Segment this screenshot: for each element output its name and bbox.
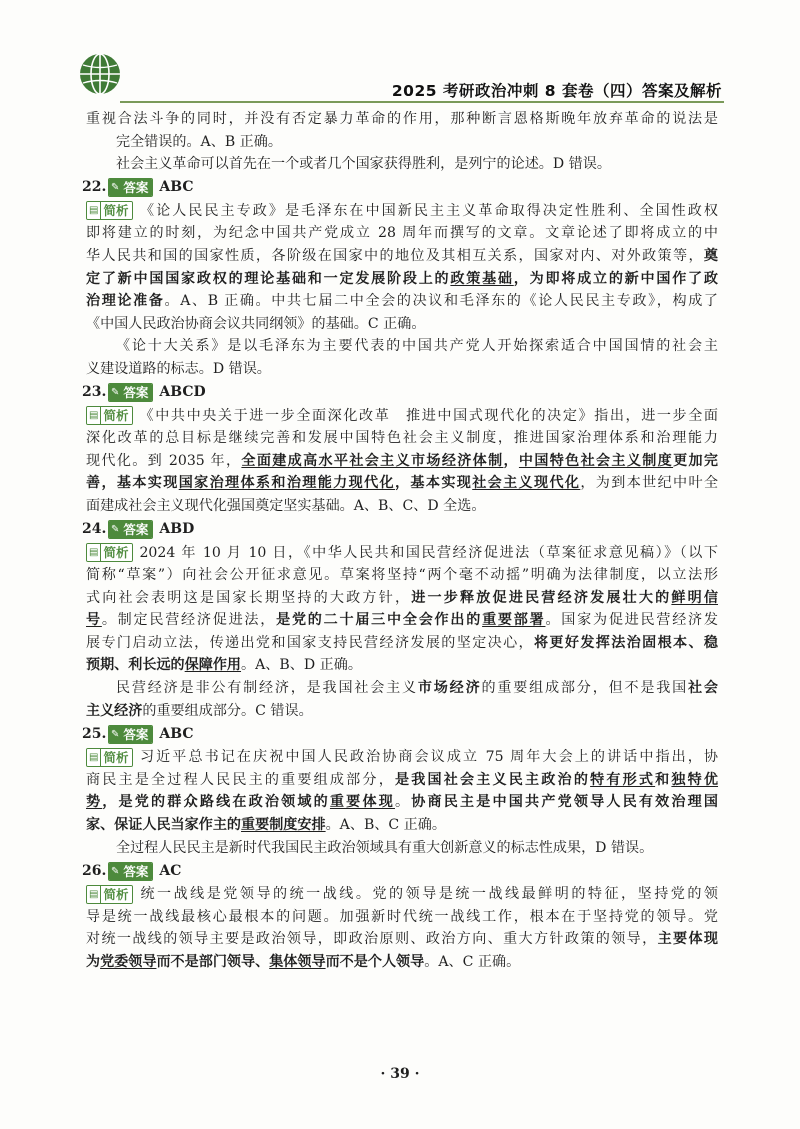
answer-content bbox=[82, 108, 719, 974]
text-line: 完全错误的。A、B 正确。 bbox=[116, 133, 282, 150]
text-line: 善，基本实现国家治理体系和治理能力现代化，基本实现社会主义现代化，为到本世纪中叶全 bbox=[86, 475, 719, 492]
text-line: 民营经济是非公有制经济，是我国社会主义市场经济的重要组成部分，但不是我国社会 bbox=[116, 680, 719, 697]
text-line: ▤ 简析 2024 年 10 月 10 日，《中华人民共和国民营经济促进法（草案征求意见稿）》（以下 bbox=[86, 542, 718, 565]
answer-tag: ✎ 答案 bbox=[108, 520, 153, 539]
globe-icon bbox=[78, 52, 122, 96]
text-line: 式向社会表明这是国家长期坚持的大政方针，进一步释放促进民营经济发展壮大的鲜明信 bbox=[86, 589, 719, 606]
analysis-tag: ▤ 简析 bbox=[86, 201, 133, 220]
text-line: 全过程人民民主是新时代我国民主政治领域具有重大创新意义的标志性成果，D 错误。 bbox=[116, 839, 654, 856]
text-line: 定了新中国国家政权的理论基础和一定发展阶段上的政策基础，为即将成立的新中国作了政 bbox=[86, 270, 718, 287]
page-number: · 39 · bbox=[380, 1066, 420, 1082]
text-line: 深化改革的总目标是继续完善和发展中国特色社会主义制度，推进国家治理体系和治理能力 bbox=[86, 430, 718, 447]
book-icon: ▤ bbox=[87, 749, 101, 766]
text-line: 家、保证人民当家作主的重要制度安排。A、B、C 正确。 bbox=[86, 817, 446, 834]
pencil-icon: ✎ bbox=[109, 863, 121, 880]
book-icon: ▤ bbox=[87, 544, 101, 561]
answer-value: ABCD bbox=[159, 384, 206, 401]
text-line: 现代化。到 2035 年，全面建成高水平社会主义市场经济体制，中国特色社会主义制度更加完 bbox=[86, 452, 719, 469]
answer-tag: ✎ 答案 bbox=[108, 383, 153, 402]
answer-value: ABD bbox=[159, 521, 195, 538]
text-line: 华人民共和国的国家性质，各阶级在国家中的地位及其相互关系，国家对内、对外政策等，奠 bbox=[86, 247, 718, 264]
question-header bbox=[82, 518, 718, 542]
analysis-tag: ▤ 简析 bbox=[86, 406, 133, 425]
question-number: 24. bbox=[82, 521, 107, 538]
text-line: ▤ 简析 《中共中央关于进一步全面深化改革 推进中国式现代化的决定》指出，进一步全面 bbox=[86, 405, 718, 428]
text-line: ▤ 简析 《论人民民主专政》是毛泽东在中国新民主主义革命取得决定性胜利、全国性政权 bbox=[86, 200, 718, 223]
question-header bbox=[82, 176, 718, 200]
answer-value: ABC bbox=[159, 725, 194, 742]
answer-tag: ✎ 答案 bbox=[108, 178, 153, 197]
question-header bbox=[82, 381, 718, 405]
question-number: 22. bbox=[82, 179, 107, 196]
answer-value: AC bbox=[159, 862, 182, 879]
text-line: 导是统一战线最核心最根本的问题。加强新时代统一战线工作，根本在于坚持党的领导。党 bbox=[86, 908, 718, 925]
question-number: 23. bbox=[82, 384, 107, 401]
analysis-tag: ▤ 简析 bbox=[86, 885, 133, 904]
text-line: ▤ 简析 习近平总书记在庆祝中国人民政治协商会议成立 75 周年大会上的讲话中指出，协 bbox=[86, 746, 718, 769]
book-icon: ▤ bbox=[87, 886, 101, 903]
analysis-tag: ▤ 简析 bbox=[86, 543, 133, 562]
text-line: ▤ 简析 统一战线是党领导的统一战线。党的领导是统一战线最鲜明的特征，坚持党的领 bbox=[86, 883, 718, 906]
book-icon: ▤ bbox=[87, 202, 101, 219]
text-line: 治理论准备。A、B 正确。中共七届二中全会的决议和毛泽东的《论人民民主专政》，构成了 bbox=[86, 293, 718, 310]
question-number: 25. bbox=[82, 725, 107, 742]
text-line: 《中国人民政治协商会议共同纲领》的基础。C 正确。 bbox=[86, 315, 426, 332]
text-line: 为党委领导而不是部门领导、集体领导而不是个人领导。A、C 正确。 bbox=[86, 954, 521, 970]
text-line: 社会主义革命可以首先在一个或者几个国家获得胜利，是列宁的论述。D 错误。 bbox=[116, 156, 611, 173]
text-line: 号。制定民营经济促进法，是党的二十届三中全会作出的重要部署。国家为促进民营经济发 bbox=[86, 612, 718, 629]
answer-tag: ✎ 答案 bbox=[108, 862, 153, 881]
pencil-icon: ✎ bbox=[109, 384, 121, 401]
header-rule bbox=[120, 101, 724, 103]
text-line: 面建成社会主义现代化强国奠定坚实基础。A、B、C、D 全选。 bbox=[86, 497, 486, 514]
text-line: 简称“草案”）向社会公开征求意见。草案将坚持“两个毫不动摇”明确为法律制度，以立法形 bbox=[86, 567, 718, 584]
text-line: 《论十大关系》是以毛泽东为主要代表的中国共产党人开始探索适合中国国情的社会主 bbox=[116, 338, 718, 355]
page-title: 2025 考研政治冲刺 8 套卷（四）答案及解析 bbox=[391, 82, 722, 100]
text-line: 重视合法斗争的同时，并没有否定暴力革命的作用，那种断言恩格斯晚年放弃革命的说法是 bbox=[86, 111, 718, 127]
pencil-icon: ✎ bbox=[109, 521, 121, 538]
question-header bbox=[82, 722, 718, 746]
text-line: 展专门启动立法，传递出党和国家支持民营经济发展的坚定决心，将更好发挥法治固根本、稳 bbox=[86, 634, 719, 651]
question-number: 26. bbox=[82, 862, 107, 879]
answer-value: ABC bbox=[159, 179, 194, 196]
pencil-icon: ✎ bbox=[109, 726, 121, 743]
page-header bbox=[0, 0, 800, 110]
text-line: 商民主是全过程人民民主的重要组成部分，是我国社会主义民主政治的特有形式和独特优 bbox=[86, 771, 719, 788]
question-header bbox=[82, 859, 718, 883]
pencil-icon: ✎ bbox=[109, 179, 121, 196]
text-line: 义建设道路的标志。D 错误。 bbox=[86, 360, 271, 377]
text-line: 预期、利长远的保障作用。A、B、D 正确。 bbox=[86, 657, 362, 674]
text-line: 势，是党的群众路线在政治领域的重要体现。协商民主是中国共产党领导人民有效治理国 bbox=[86, 794, 719, 811]
answer-tag: ✎ 答案 bbox=[108, 725, 153, 744]
text-line: 主义经济的重要组成部分。C 错误。 bbox=[86, 702, 313, 719]
book-icon: ▤ bbox=[87, 407, 101, 424]
text-line: 即将建立的时刻，为纪念中国共产党成立 28 周年而撰写的文章。文章论述了即将成立的中 bbox=[86, 225, 718, 242]
text-line: 对统一战线的领导主要是政治领导，即政治原则、政治方向、重大方针政策的领导，主要体现 bbox=[86, 931, 718, 948]
analysis-tag: ▤ 简析 bbox=[86, 748, 133, 767]
